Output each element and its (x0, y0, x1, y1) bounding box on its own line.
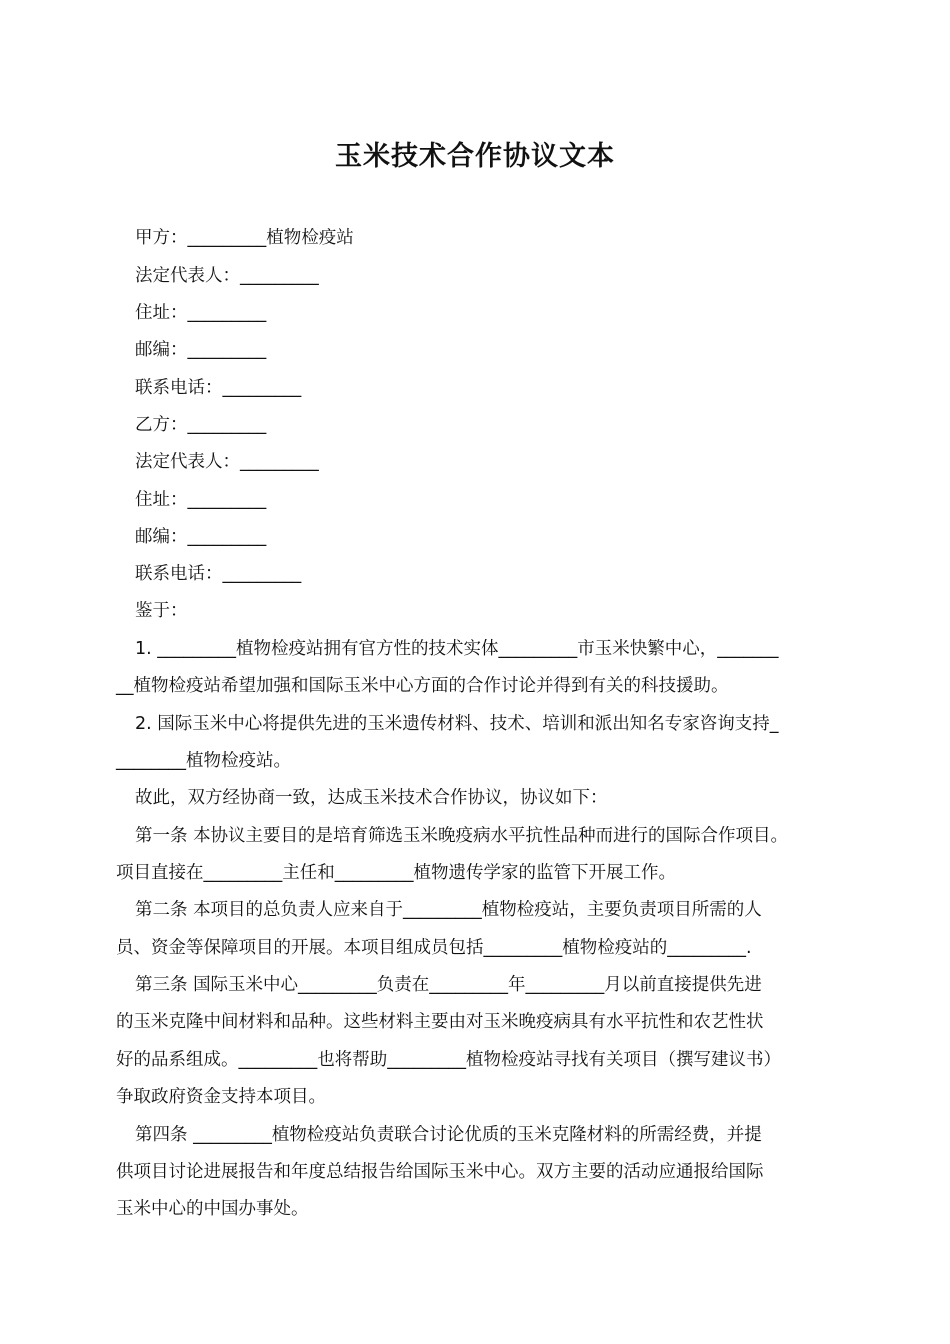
party-a-line: 甲方：_________植物检疫站 (135, 228, 354, 248)
article-3-cont-2: 好的品系组成。_________也将帮助_________植物检疫站寻找有关项目（撰写建议书） (116, 1050, 781, 1070)
party-a-postcode: 邮编：_________ (135, 340, 267, 360)
party-b-postcode: 邮编：_________ (135, 527, 267, 547)
article-3-cont-3: 争取政府资金支持本项目。 (116, 1087, 326, 1107)
whereas-heading: 鉴于： (135, 601, 188, 621)
article-4-cont-1: 供项目讨论进展报告和年度总结报告给国际玉米中心。双方主要的活动应通报给国际 (116, 1162, 764, 1182)
whereas-item-2: 2. 国际玉米中心将提供先进的玉米遗传材料、技术、培训和派出知名专家咨询支持_ (135, 714, 779, 734)
party-b-line: 乙方：_________ (135, 415, 267, 435)
article-1: 第一条 本协议主要目的是培育筛选玉米晚疫病水平抗性品种而进行的国际合作项目。 (135, 826, 789, 846)
article-3: 第三条 国际玉米中心_________负责在_________年_________月以前直接提供先进 (135, 975, 762, 995)
party-a-representative: 法定代表人：_________ (135, 266, 319, 286)
article-2-cont: 员、资金等保障项目的开展。本项目组成员包括_________植物检疫站的_________. (116, 938, 752, 958)
agreement-intro: 故此，双方经协商一致，达成玉米技术合作协议，协议如下： (135, 788, 608, 808)
party-b-phone: 联系电话：_________ (135, 564, 302, 584)
party-b-address: 住址：_________ (135, 490, 267, 510)
article-1-cont: 项目直接在_________主任和_________植物遗传学家的监管下开展工作。 (116, 863, 676, 883)
party-a-address: 住址：_________ (135, 303, 267, 323)
article-3-cont-1: 的玉米克隆中间材料和品种。这些材料主要由对玉米晚疫病具有水平抗性和农艺性状 (116, 1012, 764, 1032)
whereas-item-1-cont: __植物检疫站希望加强和国际玉米中心方面的合作讨论并得到有关的科技援助。 (116, 676, 729, 696)
article-4: 第四条 _________植物检疫站负责联合讨论优质的玉米克隆材料的所需经费，并提 (135, 1125, 762, 1145)
article-4-cont-2: 玉米中心的中国办事处。 (116, 1199, 309, 1219)
whereas-item-2-cont: ________植物检疫站。 (116, 751, 291, 771)
article-2: 第二条 本项目的总负责人应来自于_________植物检疫站，主要负责项目所需的人 (135, 900, 762, 920)
party-b-representative: 法定代表人：_________ (135, 452, 319, 472)
document-title: 玉米技术合作协议文本 (335, 141, 615, 172)
party-a-phone: 联系电话：_________ (135, 378, 302, 398)
whereas-item-1: 1. _________植物检疫站拥有官方性的技术实体_________市玉米快繁中心，_______ (135, 639, 779, 659)
